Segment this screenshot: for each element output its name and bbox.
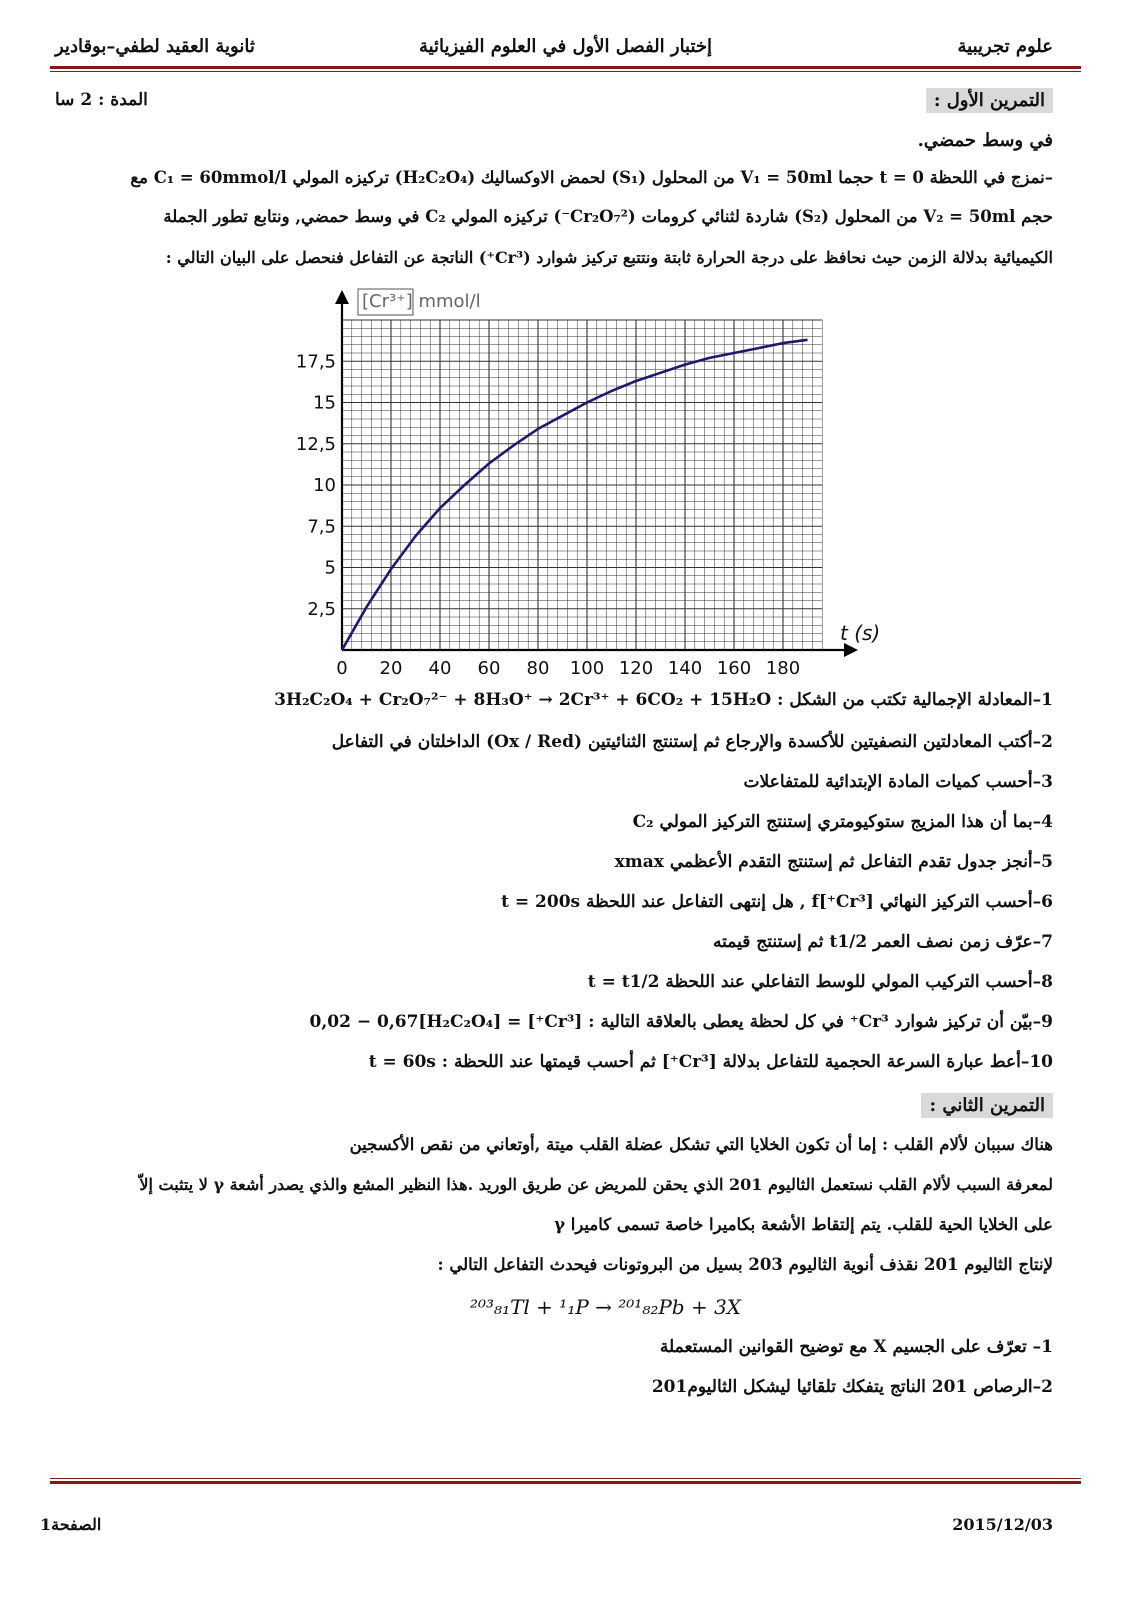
- y-tick-label: 10: [313, 475, 336, 496]
- nuclear-equation: ²⁰³₈₁Tl + ¹₁P → ²⁰¹₈₂Pb + 3X: [470, 1295, 742, 1319]
- exercise2-line-2: لمعرفة السبب لألام القلب نستعمل الثاليوم 201 الذي يحقن للمريض عن طريق الوريد .هذا النظير المشع والذي يصدر أشعة γ لا يتثبت إلاّ: [139, 1175, 1053, 1194]
- footer-rule-thin: [50, 1478, 1081, 1479]
- chart-grid: [342, 320, 822, 650]
- y-tick-label: 5: [324, 557, 336, 579]
- page-number: الصفحة1: [40, 1515, 102, 1534]
- y-tick-label: 15: [313, 392, 336, 414]
- concentration-chart: [280, 285, 890, 685]
- question-10: 10–أعط عبارة السرعة الحجمية للتفاعل بدلالة [Cr³⁺] ثم أحسب قيمتها عند اللحظة : t = 60s: [368, 1052, 1053, 1072]
- question-4: 4–بما أن هذا المزيج ستوكيومتري إستنتج التركيز المولي C₂: [632, 812, 1053, 832]
- x-tick-label: 140: [667, 658, 703, 679]
- question-3: 3–أحسب كميات المادة الإبتدائية للمتفاعلات: [743, 772, 1053, 792]
- series-curve: [342, 340, 808, 650]
- question-7: 7–عرّف زمن نصف العمر t1/2 ثم إستنتج قيمته: [713, 932, 1053, 952]
- chart-y-label: [Cr³⁺] mmol/l: [362, 291, 481, 312]
- question-8: 8–أحسب التركيب المولي للوسط التفاعلي عند اللحظة t = t1/2: [587, 972, 1053, 992]
- y-tick-label: 12,5: [295, 433, 336, 455]
- header-rule: [50, 66, 1081, 69]
- x-tick-label: 60: [477, 658, 501, 679]
- footer-rule: [50, 1481, 1081, 1484]
- header-school: ثانوية العقيد لطفي–بوقادير: [55, 36, 255, 57]
- exercise2-title-row: [40, 1093, 1053, 1118]
- exercise2-line-4: لإنتاج الثاليوم 201 نقذف أنوية الثاليوم 203 بسيل من البروتونات فيحدث التفاعل التالي :: [437, 1255, 1053, 1274]
- question-1: 1–المعادلة الإجمالية تكتب من الشكل : 3H₂C₂O₄ + Cr₂O₇²⁻ + 8H₃O⁺ → 2Cr³⁺ + 6CO₂ + 15H₂O: [274, 690, 1053, 710]
- question-2: 2–أكتب المعادلتين النصفيتين للأكسدة والإرجاع ثم إستنتج الثنائيتين (Ox / Red) الداخلتان في التفاعل: [331, 732, 1053, 752]
- x-tick-label: 100: [569, 658, 605, 679]
- x-tick-label: 0: [336, 658, 348, 679]
- exercise1-line-4: الكيميائية بدلالة الزمن حيث نحافظ على درجة الحرارة ثابتة ونتتبع تركيز شوارد (Cr³⁺) الناتجة عن التفاعل فنحصل على البيان التالي :: [165, 248, 1053, 267]
- x-tick-label: 80: [526, 658, 550, 679]
- exercise2-title: التمرين الثاني :: [921, 1093, 1053, 1118]
- exercise2-line-3: على الخلايا الحية للقلب. يتم إلتقاط الأشعة بكاميرا خاصة تسمى كاميرا γ: [554, 1215, 1053, 1234]
- question-6: 6–أحسب التركيز النهائي [Cr³⁺]f , هل إنتهى التفاعل عند اللحظة t = 200s: [501, 892, 1053, 912]
- exercise2-line-1: هناك سببان لألام القلب : إما أن تكون الخلايا التي تشكل عضلة القلب ميتة ,أوتعاني من نقص الأكسجين: [349, 1135, 1053, 1154]
- y-axis-arrow: [335, 290, 349, 304]
- x-tick-label: 180: [765, 658, 801, 679]
- exercise1-title: التمرين الأول :: [926, 88, 1053, 113]
- exercise1-line-3: حجم V₂ = 50ml من المحلول (S₂) شاردة لثنائي كرومات (Cr₂O₇²⁻) تركيزه المولي C₂ في وسط حمضي, ونتابع تطور الجملة: [163, 207, 1053, 226]
- exercise1-line-1: في وسط حمضي.: [917, 130, 1053, 151]
- x-axis-arrow: [844, 643, 858, 657]
- exercise2-question-1: 1– تعرّف على الجسيم X مع توضيح القوانين المستعملة: [659, 1337, 1053, 1357]
- chart-curve-layer: [342, 340, 808, 650]
- footer-date: 2015/12/03: [952, 1515, 1053, 1534]
- question-5: 5–أنجز جدول تقدم التفاعل ثم إستنتج التقدم الأعظمي xmax: [614, 852, 1053, 872]
- x-tick-label: 20: [379, 658, 403, 679]
- chart-x-label: t (s): [840, 621, 881, 645]
- header-title: إختبار الفصل الأول في العلوم الفيزيائية: [418, 36, 713, 57]
- exercise1-line-2: –نمزج في اللحظة t = 0 حجما V₁ = 50ml من المحلول (S₁) لحمض الاوكساليك (H₂C₂O₄) تركيزه المولي C₁ = 60mmol/l مع: [130, 168, 1053, 187]
- question-9: 9–بيّن أن تركيز شوارد Cr³⁺ في كل لحظة يعطى بالعلاقة التالية : [Cr³⁺] = 0,02 − 0,67[H₂C₂O₄]: [309, 1012, 1053, 1032]
- duration: المدة : 2 سا: [55, 90, 148, 110]
- y-tick-label: 17,5: [295, 351, 336, 373]
- x-tick-label: 120: [618, 658, 654, 679]
- header-subject: علوم تجريبية: [957, 36, 1053, 57]
- header-rule-thin: [50, 71, 1081, 72]
- x-tick-label: 160: [716, 658, 752, 679]
- y-tick-label: 7,5: [307, 516, 336, 538]
- exercise1-title-row: [40, 88, 1053, 113]
- y-tick-label: 2,5: [307, 598, 336, 620]
- exercise2-question-2: 2–الرصاص 201 الناتج يتفكك تلقائيا ليشكل الثاليوم201: [651, 1377, 1053, 1397]
- x-tick-label: 40: [428, 658, 452, 679]
